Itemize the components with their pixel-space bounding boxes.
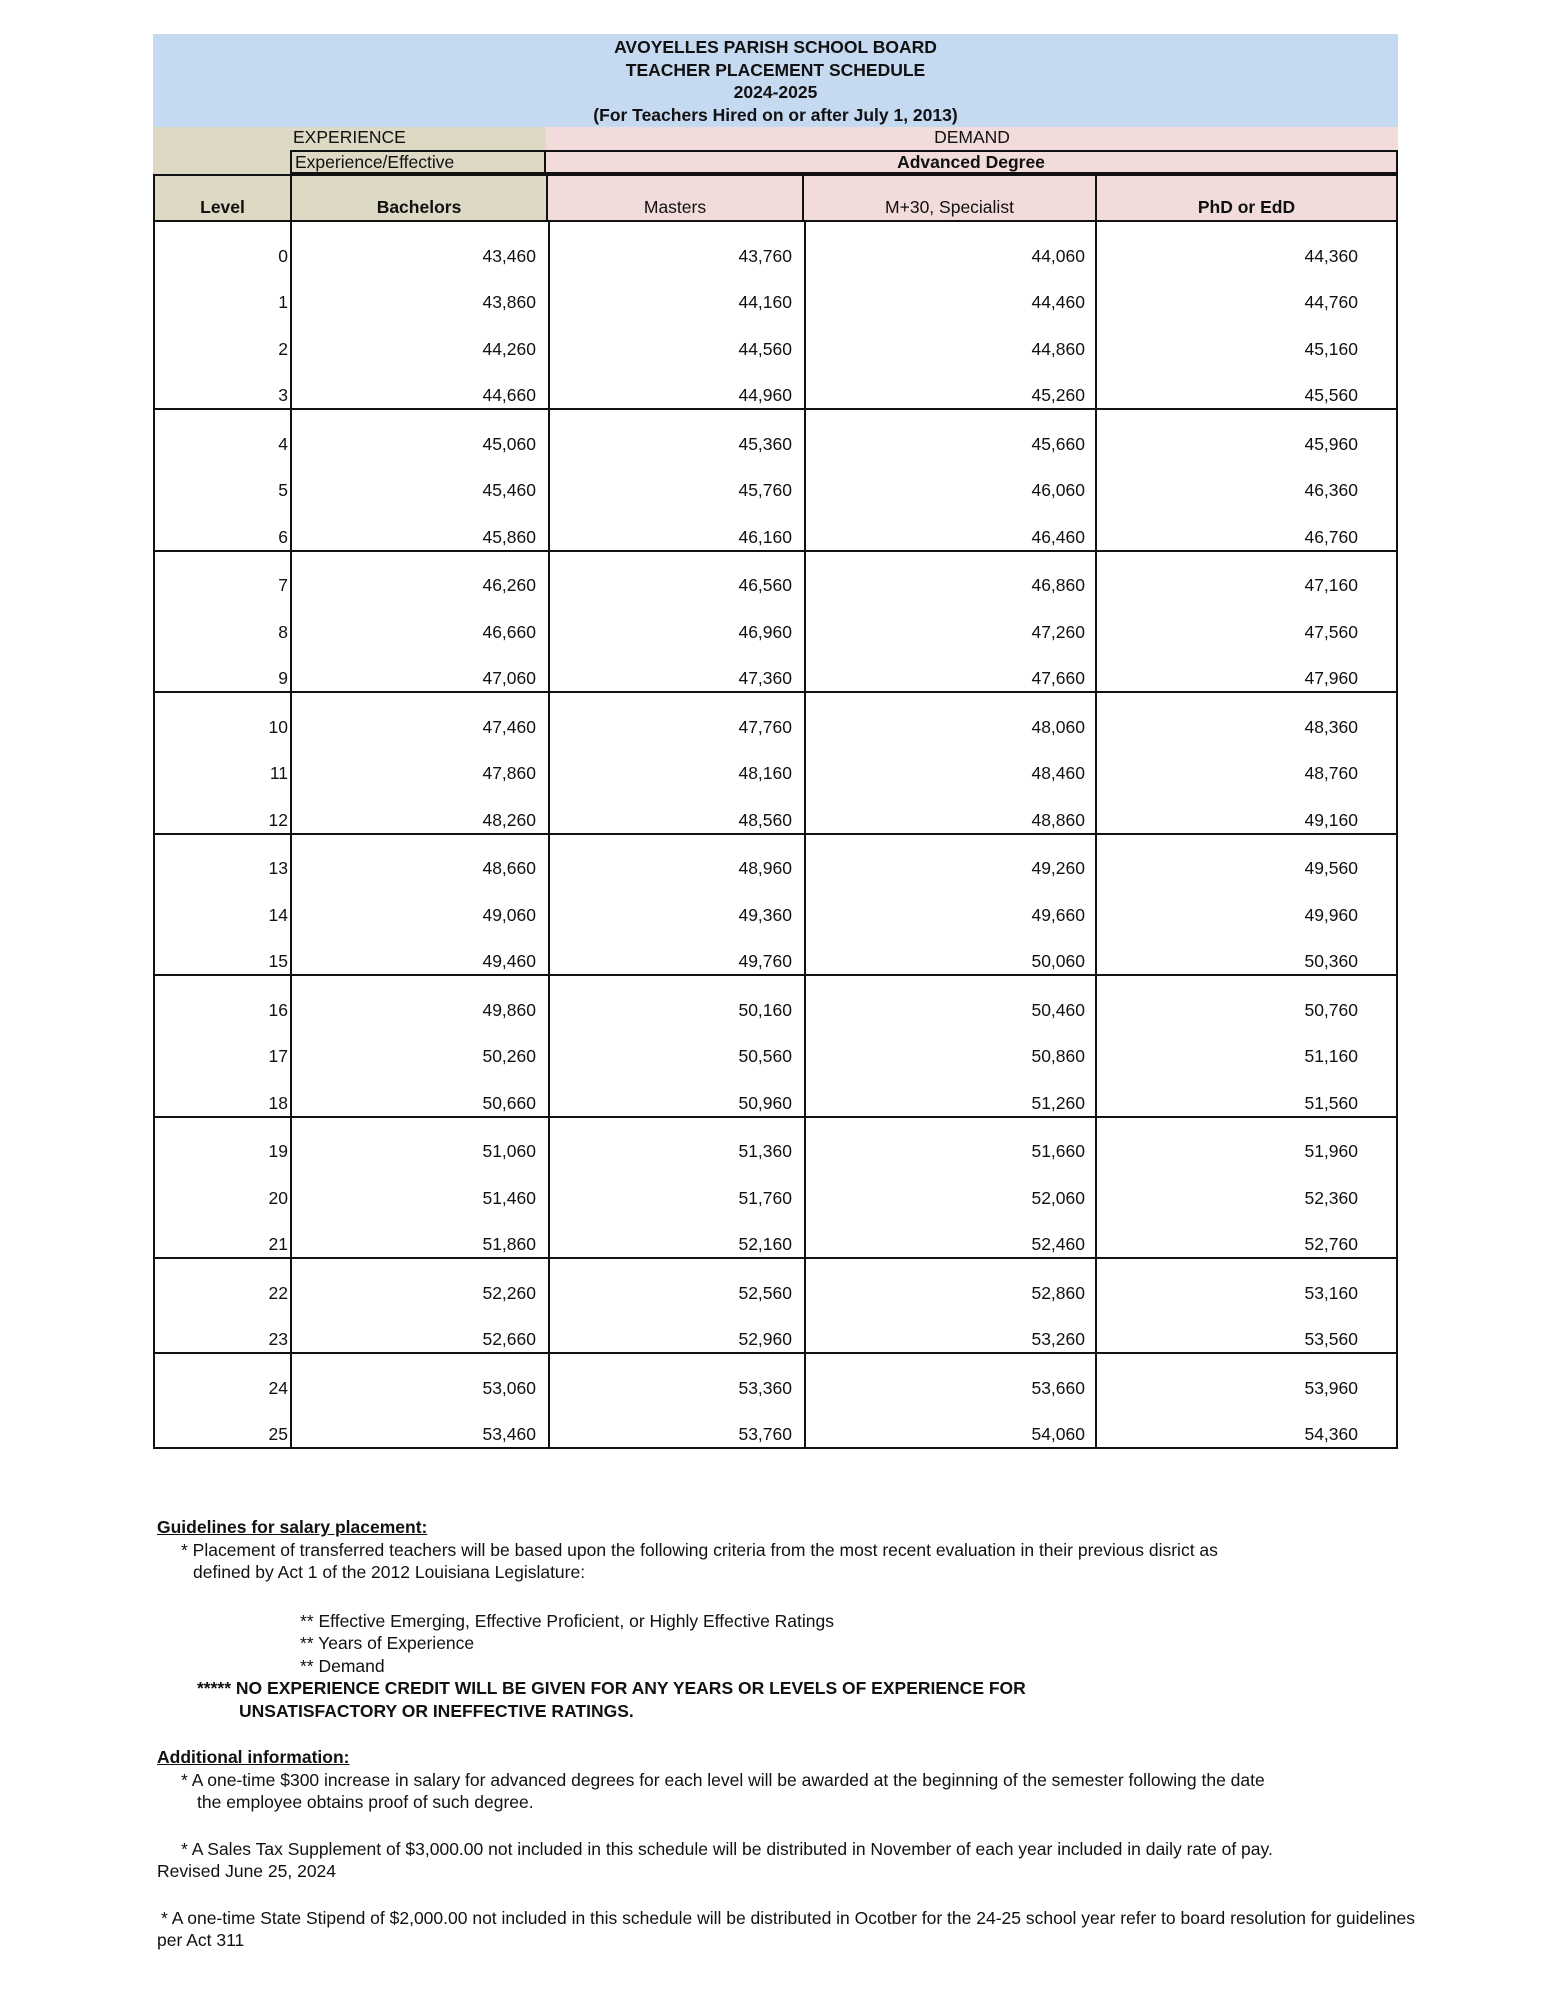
level-cell: 21 (155, 1211, 292, 1258)
masters-cell: 49,760 (548, 928, 804, 975)
phd-cell: 53,560 (1304, 1329, 1358, 1349)
level-cell: 13 (155, 835, 292, 882)
table-row (155, 315, 1396, 362)
level-cell: 14 (155, 881, 292, 928)
m30-cell: 45,660 (804, 410, 1097, 457)
phd-cell: 50,760 (1304, 999, 1358, 1020)
m30-cell: 54,060 (804, 1401, 1097, 1448)
bachelors-cell: 45,060 (482, 433, 536, 454)
level-group (153, 835, 1398, 977)
m30-cell: 48,860 (804, 786, 1097, 833)
bachelors-cell: 50,260 (482, 1046, 536, 1066)
level-group (153, 410, 1398, 552)
masters-cell: 45,760 (548, 457, 804, 504)
table-row (155, 410, 1396, 457)
m30-cell: 53,260 (804, 1306, 1097, 1353)
m30-cell: 53,660 (804, 1354, 1097, 1401)
bachelors-cell: 44,660 (482, 385, 536, 405)
level-cell: 12 (155, 786, 292, 833)
m30-cell: 49,660 (804, 881, 1097, 928)
bachelors-cell: 49,860 (482, 999, 536, 1020)
m30-cell: 46,460 (804, 503, 1097, 550)
phd-cell: 47,560 (1304, 621, 1358, 642)
masters-cell: 50,160 (548, 976, 804, 1023)
bachelors-cell: 46,660 (482, 621, 536, 642)
masters-cell: 50,560 (548, 1023, 804, 1070)
level-cell: 10 (155, 693, 292, 740)
phd-cell: 46,760 (1304, 526, 1358, 547)
masters-cell: 49,360 (548, 881, 804, 928)
masters-cell: 47,760 (548, 693, 804, 740)
level-cell: 15 (155, 928, 292, 975)
m30-cell: 47,660 (804, 645, 1097, 692)
phd-cell: 44,760 (1304, 292, 1358, 312)
level-group (153, 1118, 1398, 1260)
bachelors-cell: 51,860 (482, 1234, 536, 1254)
level-cell: 7 (155, 552, 292, 599)
level-cell: 22 (155, 1259, 292, 1306)
masters-cell: 52,560 (548, 1259, 804, 1306)
m30-cell: 50,860 (804, 1023, 1097, 1070)
masters-cell: 51,760 (548, 1164, 804, 1211)
level-cell: 18 (155, 1069, 292, 1116)
table-row (155, 1069, 1396, 1116)
level-cell: 1 (155, 269, 292, 316)
masters-cell: 53,760 (548, 1401, 804, 1448)
m30-cell: 47,260 (804, 598, 1097, 645)
table-row (155, 786, 1396, 833)
phd-cell: 46,360 (1304, 480, 1358, 500)
m30-cell: 45,260 (804, 362, 1097, 409)
salary-schedule (153, 34, 1398, 1449)
m30-cell: 44,460 (804, 269, 1097, 316)
masters-cell: 44,160 (548, 269, 804, 316)
m30-cell: 48,460 (804, 740, 1097, 787)
bachelors-cell: 51,060 (482, 1141, 536, 1161)
phd-cell: 54,360 (1304, 1424, 1358, 1444)
phd-cell: 47,960 (1304, 668, 1358, 688)
bachelors-cell: 45,460 (482, 480, 536, 500)
additional-note-cont: the employee obtains proof of such degree. (197, 1792, 534, 1812)
criteria-item: ** Effective Emerging, Effective Proficient, or Highly Effective Ratings (300, 1610, 834, 1631)
level-cell: 9 (155, 645, 292, 692)
criteria-item: ** Years of Experience (300, 1633, 475, 1653)
phd-cell: 49,560 (1304, 858, 1358, 878)
table-row (155, 881, 1396, 928)
m30-cell: 52,460 (804, 1211, 1097, 1258)
phd-cell: 51,960 (1304, 1141, 1358, 1161)
m30-cell: 48,060 (804, 693, 1097, 740)
table-row (155, 1401, 1396, 1448)
level-group (153, 552, 1398, 694)
table-row (155, 1118, 1396, 1165)
masters-cell: 48,560 (548, 786, 804, 833)
level-cell: 23 (155, 1306, 292, 1353)
schedule-title: TEACHER PLACEMENT SCHEDULE (625, 59, 926, 80)
additional-note: * A one-time State Stipend of $2,000.00 not included in this schedule will be distributed in Ocotber for the 24-25 school year refer to board resolution for guidelines (161, 1907, 1415, 1928)
m30-cell: 51,260 (804, 1069, 1097, 1116)
phd-cell: 53,160 (1304, 1282, 1358, 1303)
table-row (155, 457, 1396, 504)
level-cell: 4 (155, 410, 292, 457)
guideline-text-cont: defined by Act 1 of the 2012 Louisiana Legislature: (193, 1562, 586, 1582)
m30-cell: 50,460 (804, 976, 1097, 1023)
masters-cell: 47,360 (548, 645, 804, 692)
table-row (155, 1211, 1396, 1258)
additional-note-cont: per Act 311 (157, 1930, 245, 1950)
col-bachelors: Bachelors (292, 176, 548, 220)
bachelors-cell: 47,460 (482, 716, 536, 737)
phd-cell: 47,160 (1304, 575, 1358, 595)
level-cell: 19 (155, 1118, 292, 1165)
bachelors-cell: 50,660 (482, 1092, 536, 1113)
bachelors-cell: 47,860 (482, 763, 536, 783)
level-cell: 24 (155, 1354, 292, 1401)
masters-cell: 46,960 (548, 598, 804, 645)
m30-cell: 49,260 (804, 835, 1097, 882)
level-group (153, 1354, 1398, 1449)
phd-cell: 53,960 (1304, 1377, 1358, 1398)
bachelors-cell: 45,860 (482, 526, 536, 547)
level-cell: 25 (155, 1401, 292, 1448)
notes-section (157, 1516, 1497, 1952)
table-row (155, 1259, 1396, 1306)
phd-cell: 48,760 (1304, 763, 1358, 783)
level-cell: 6 (155, 503, 292, 550)
phd-cell: 52,360 (1304, 1187, 1358, 1208)
bachelors-cell: 52,660 (482, 1329, 536, 1349)
advanced-degree-label: Advanced Degree (546, 150, 1398, 174)
phd-cell: 51,160 (1304, 1046, 1358, 1066)
level-cell: 20 (155, 1164, 292, 1211)
table-row (155, 645, 1396, 692)
phd-cell: 49,160 (1304, 809, 1358, 830)
section-header (153, 127, 1398, 150)
bachelors-cell: 43,860 (482, 292, 536, 312)
table-row (155, 976, 1396, 1023)
warning-line: UNSATISFACTORY OR INEFFECTIVE RATINGS. (239, 1700, 634, 1721)
m30-cell: 44,860 (804, 315, 1097, 362)
masters-cell: 46,560 (548, 552, 804, 599)
table-row (155, 1023, 1396, 1070)
col-phd: PhD or EdD (1097, 176, 1396, 220)
table-row (155, 1164, 1396, 1211)
table-row (155, 1354, 1396, 1401)
col-masters: Masters (548, 176, 804, 220)
phd-cell: 48,360 (1304, 716, 1358, 737)
masters-cell: 44,560 (548, 315, 804, 362)
level-cell: 16 (155, 976, 292, 1023)
level-group (153, 1259, 1398, 1354)
col-m30-specialist: M+30, Specialist (804, 176, 1097, 220)
experience-label: EXPERIENCE (290, 127, 546, 150)
level-cell: 17 (155, 1023, 292, 1070)
level-group (153, 222, 1398, 410)
m30-cell: 46,060 (804, 457, 1097, 504)
additional-note: * A Sales Tax Supplement of $3,000.00 not included in this schedule will be distributed in November of each year included in daily rate of pay. (181, 1838, 1273, 1859)
masters-cell: 44,960 (548, 362, 804, 409)
level-cell: 0 (155, 222, 292, 269)
masters-cell: 43,760 (548, 222, 804, 269)
demand-label: DEMAND (546, 127, 1398, 150)
guidelines-title: Guidelines for salary placement: (157, 1517, 428, 1537)
criteria-item: ** Demand (300, 1655, 385, 1676)
masters-cell: 45,360 (548, 410, 804, 457)
bachelors-cell: 44,260 (482, 338, 536, 359)
bachelors-cell: 46,260 (482, 575, 536, 595)
school-year: 2024-2025 (733, 82, 818, 102)
table-row (155, 552, 1396, 599)
warning-line: ***** NO EXPERIENCE CREDIT WILL BE GIVEN FOR ANY YEARS OR LEVELS OF EXPERIENCE FOR (197, 1678, 1026, 1698)
m30-cell: 51,660 (804, 1118, 1097, 1165)
table-row (155, 740, 1396, 787)
bachelors-cell: 51,460 (482, 1187, 536, 1208)
level-cell: 5 (155, 457, 292, 504)
bachelors-cell: 43,460 (482, 245, 536, 266)
phd-cell: 52,760 (1304, 1234, 1358, 1254)
masters-cell: 48,160 (548, 740, 804, 787)
bachelors-cell: 48,660 (482, 858, 536, 878)
experience-effective-label: Experience/Effective (290, 150, 546, 174)
phd-cell: 49,960 (1304, 904, 1358, 925)
level-cell: 8 (155, 598, 292, 645)
masters-cell: 52,960 (548, 1306, 804, 1353)
column-header-row (153, 174, 1398, 222)
board-name: AVOYELLES PARISH SCHOOL BOARD (614, 37, 937, 57)
phd-cell: 45,160 (1304, 338, 1358, 359)
m30-cell: 50,060 (804, 928, 1097, 975)
m30-cell: 46,860 (804, 552, 1097, 599)
phd-cell: 44,360 (1304, 245, 1358, 266)
additional-note: * A one-time $300 increase in salary for advanced degrees for each level will be awarded at the beginning of the semester following the date (181, 1769, 1265, 1790)
subsection-header (153, 150, 1398, 174)
bachelors-cell: 49,460 (482, 951, 536, 971)
table-row (155, 222, 1396, 269)
masters-cell: 51,360 (548, 1118, 804, 1165)
masters-cell: 52,160 (548, 1211, 804, 1258)
phd-cell: 51,560 (1304, 1092, 1358, 1113)
revised-date: Revised June 25, 2024 (157, 1861, 337, 1881)
bachelors-cell: 49,060 (482, 904, 536, 925)
table-row (155, 835, 1396, 882)
masters-cell: 50,960 (548, 1069, 804, 1116)
level-cell: 11 (155, 740, 292, 787)
table-row (155, 1306, 1396, 1353)
m30-cell: 44,060 (804, 222, 1097, 269)
phd-cell: 45,560 (1304, 385, 1358, 405)
hire-note: (For Teachers Hired on or after July 1, 2013) (593, 104, 958, 125)
title-block (153, 34, 1398, 127)
salary-table-body (153, 222, 1398, 1449)
level-cell: 3 (155, 362, 292, 409)
table-row (155, 693, 1396, 740)
table-row (155, 598, 1396, 645)
masters-cell: 48,960 (548, 835, 804, 882)
col-level: Level (155, 176, 292, 220)
bachelors-cell: 48,260 (482, 809, 536, 830)
table-row (155, 928, 1396, 975)
guideline-text: * Placement of transferred teachers will be based upon the following criteria from the most recent evaluation in their previous disrict as (181, 1539, 1218, 1560)
m30-cell: 52,860 (804, 1259, 1097, 1306)
masters-cell: 46,160 (548, 503, 804, 550)
bachelors-cell: 52,260 (482, 1282, 536, 1303)
table-row (155, 362, 1396, 409)
phd-cell: 45,960 (1304, 433, 1358, 454)
table-row (155, 269, 1396, 316)
level-cell: 2 (155, 315, 292, 362)
m30-cell: 52,060 (804, 1164, 1097, 1211)
level-group (153, 693, 1398, 835)
phd-cell: 50,360 (1304, 951, 1358, 971)
bachelors-cell: 53,060 (482, 1377, 536, 1398)
bachelors-cell: 53,460 (482, 1424, 536, 1444)
masters-cell: 53,360 (548, 1354, 804, 1401)
additional-title: Additional information: (157, 1747, 350, 1767)
bachelors-cell: 47,060 (482, 668, 536, 688)
level-group (153, 976, 1398, 1118)
table-row (155, 503, 1396, 550)
